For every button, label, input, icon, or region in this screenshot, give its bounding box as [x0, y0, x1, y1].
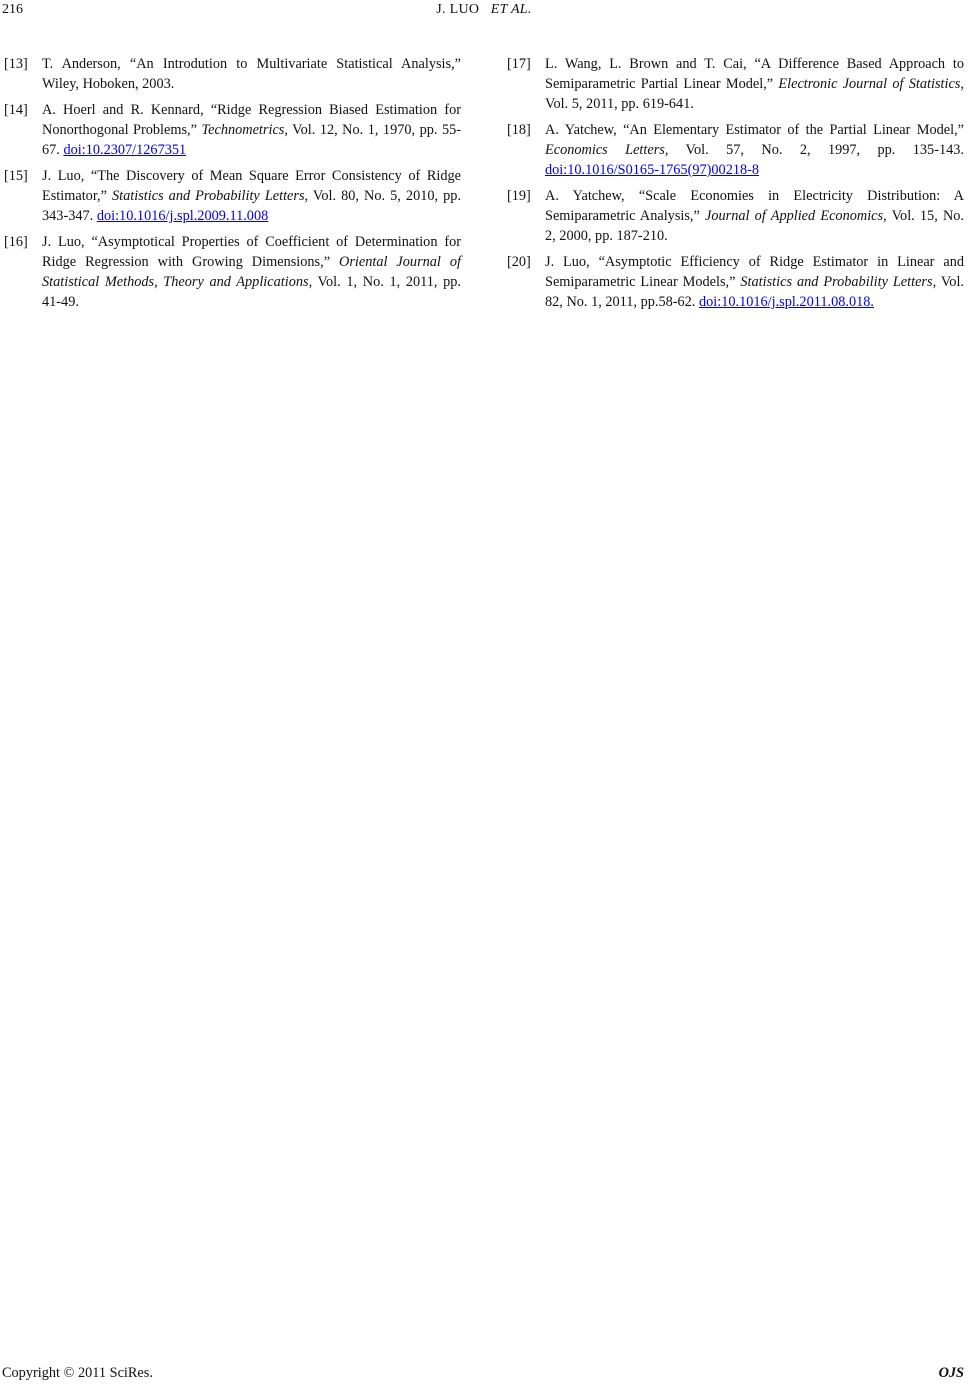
- reference-text: J. Luo, “Asymptotic Efficiency of Ridge Estimator in Linear and Semiparametric Linear Models,”: [545, 254, 964, 290]
- reference-journal: Statistics and Probability Letters: [112, 188, 305, 204]
- doi-link[interactable]: doi:10.1016/j.spl.2011.08.018.: [698, 294, 874, 310]
- reference-journal: Economics Letters: [545, 142, 665, 158]
- reference-text: A. Yatchew, “An Elementary Estimator of the Partial Linear Model,”: [545, 122, 964, 138]
- reference-journal: Electronic Journal of Statistics: [778, 76, 961, 92]
- reference-details: , Vol. 1, No. 1, 2011, pp. 41-49.: [42, 274, 461, 310]
- reference-number: [19]: [507, 188, 531, 204]
- reference-journal: Journal of Applied Economics: [705, 208, 884, 224]
- reference-19: [507, 186, 964, 246]
- reference-text: A. Hoerl and R. Kennard, “Ridge Regression Biased Estimation for Nonorthogonal Problems,”: [42, 102, 461, 138]
- reference-journal: Technometrics: [201, 122, 285, 138]
- references-left-column: [4, 54, 461, 318]
- reference-13: [4, 54, 461, 94]
- reference-details: , Vol. 5, 2011, pp. 619-641.: [545, 76, 964, 112]
- reference-number: [16]: [4, 234, 28, 250]
- references-right-column: [507, 54, 964, 318]
- doi-link[interactable]: doi:10.1016/j.spl.2009.11.008: [96, 208, 269, 224]
- reference-text: A. Yatchew, “Scale Economies in Electricity Distribution: A Semiparametric Analysis,”: [545, 188, 964, 224]
- journal-abbreviation: OJS: [938, 1365, 964, 1381]
- running-head-etal: ET AL.: [490, 2, 532, 17]
- reference-details: , Vol. 15, No. 2, 2000, pp. 187-210.: [545, 208, 964, 244]
- reference-17: [507, 54, 964, 114]
- running-head: [0, 2, 968, 18]
- reference-15: [4, 166, 461, 226]
- reference-20: [507, 252, 964, 312]
- doi-link[interactable]: doi:10.1016/S0165-1765(97)00218-8: [545, 162, 760, 178]
- reference-text: L. Wang, L. Brown and T. Cai, “A Difference Based Approach to Semiparametric Partial Linear Model,”: [545, 56, 964, 92]
- reference-details: , Vol. 82, No. 1, 2011, pp.58-62.: [545, 274, 964, 310]
- page-number: 216: [2, 2, 23, 17]
- reference-number: [14]: [4, 102, 28, 118]
- reference-16: [4, 232, 461, 312]
- reference-details: , Vol. 80, No. 5, 2010, pp. 343-347.: [42, 188, 462, 224]
- reference-number: [17]: [507, 56, 531, 72]
- reference-text: J. Luo, “Asymptotical Properties of Coefficient of Determination for Ridge Regression with Growing Dimensions,”: [42, 234, 461, 270]
- reference-18: [507, 120, 964, 180]
- reference-text: T. Anderson, “An Introdution to Multivariate Statistical Analysis,” Wiley, Hoboken, 2003.: [42, 56, 461, 92]
- reference-14: [4, 100, 461, 160]
- reference-number: [15]: [4, 168, 28, 184]
- copyright-notice: Copyright © 2011 SciRes.: [2, 1365, 153, 1381]
- reference-journal: Statistics and Probability Letters: [740, 274, 933, 290]
- running-head-author: J. LUO: [436, 2, 480, 17]
- reference-text: J. Luo, “The Discovery of Mean Square Error Consistency of Ridge Estimator,”: [42, 168, 461, 204]
- reference-number: [20]: [507, 254, 531, 270]
- reference-journal: Oriental Journal of Statistical Methods, Theory and Applications: [42, 254, 461, 290]
- doi-link[interactable]: doi:10.2307/1267351: [63, 142, 187, 158]
- reference-details: , Vol. 12, No. 1, 1970, pp. 55-67.: [42, 122, 462, 158]
- reference-number: [13]: [4, 56, 28, 72]
- reference-details: , Vol. 57, No. 2, 1997, pp. 135-143.: [664, 142, 964, 158]
- reference-number: [18]: [507, 122, 531, 138]
